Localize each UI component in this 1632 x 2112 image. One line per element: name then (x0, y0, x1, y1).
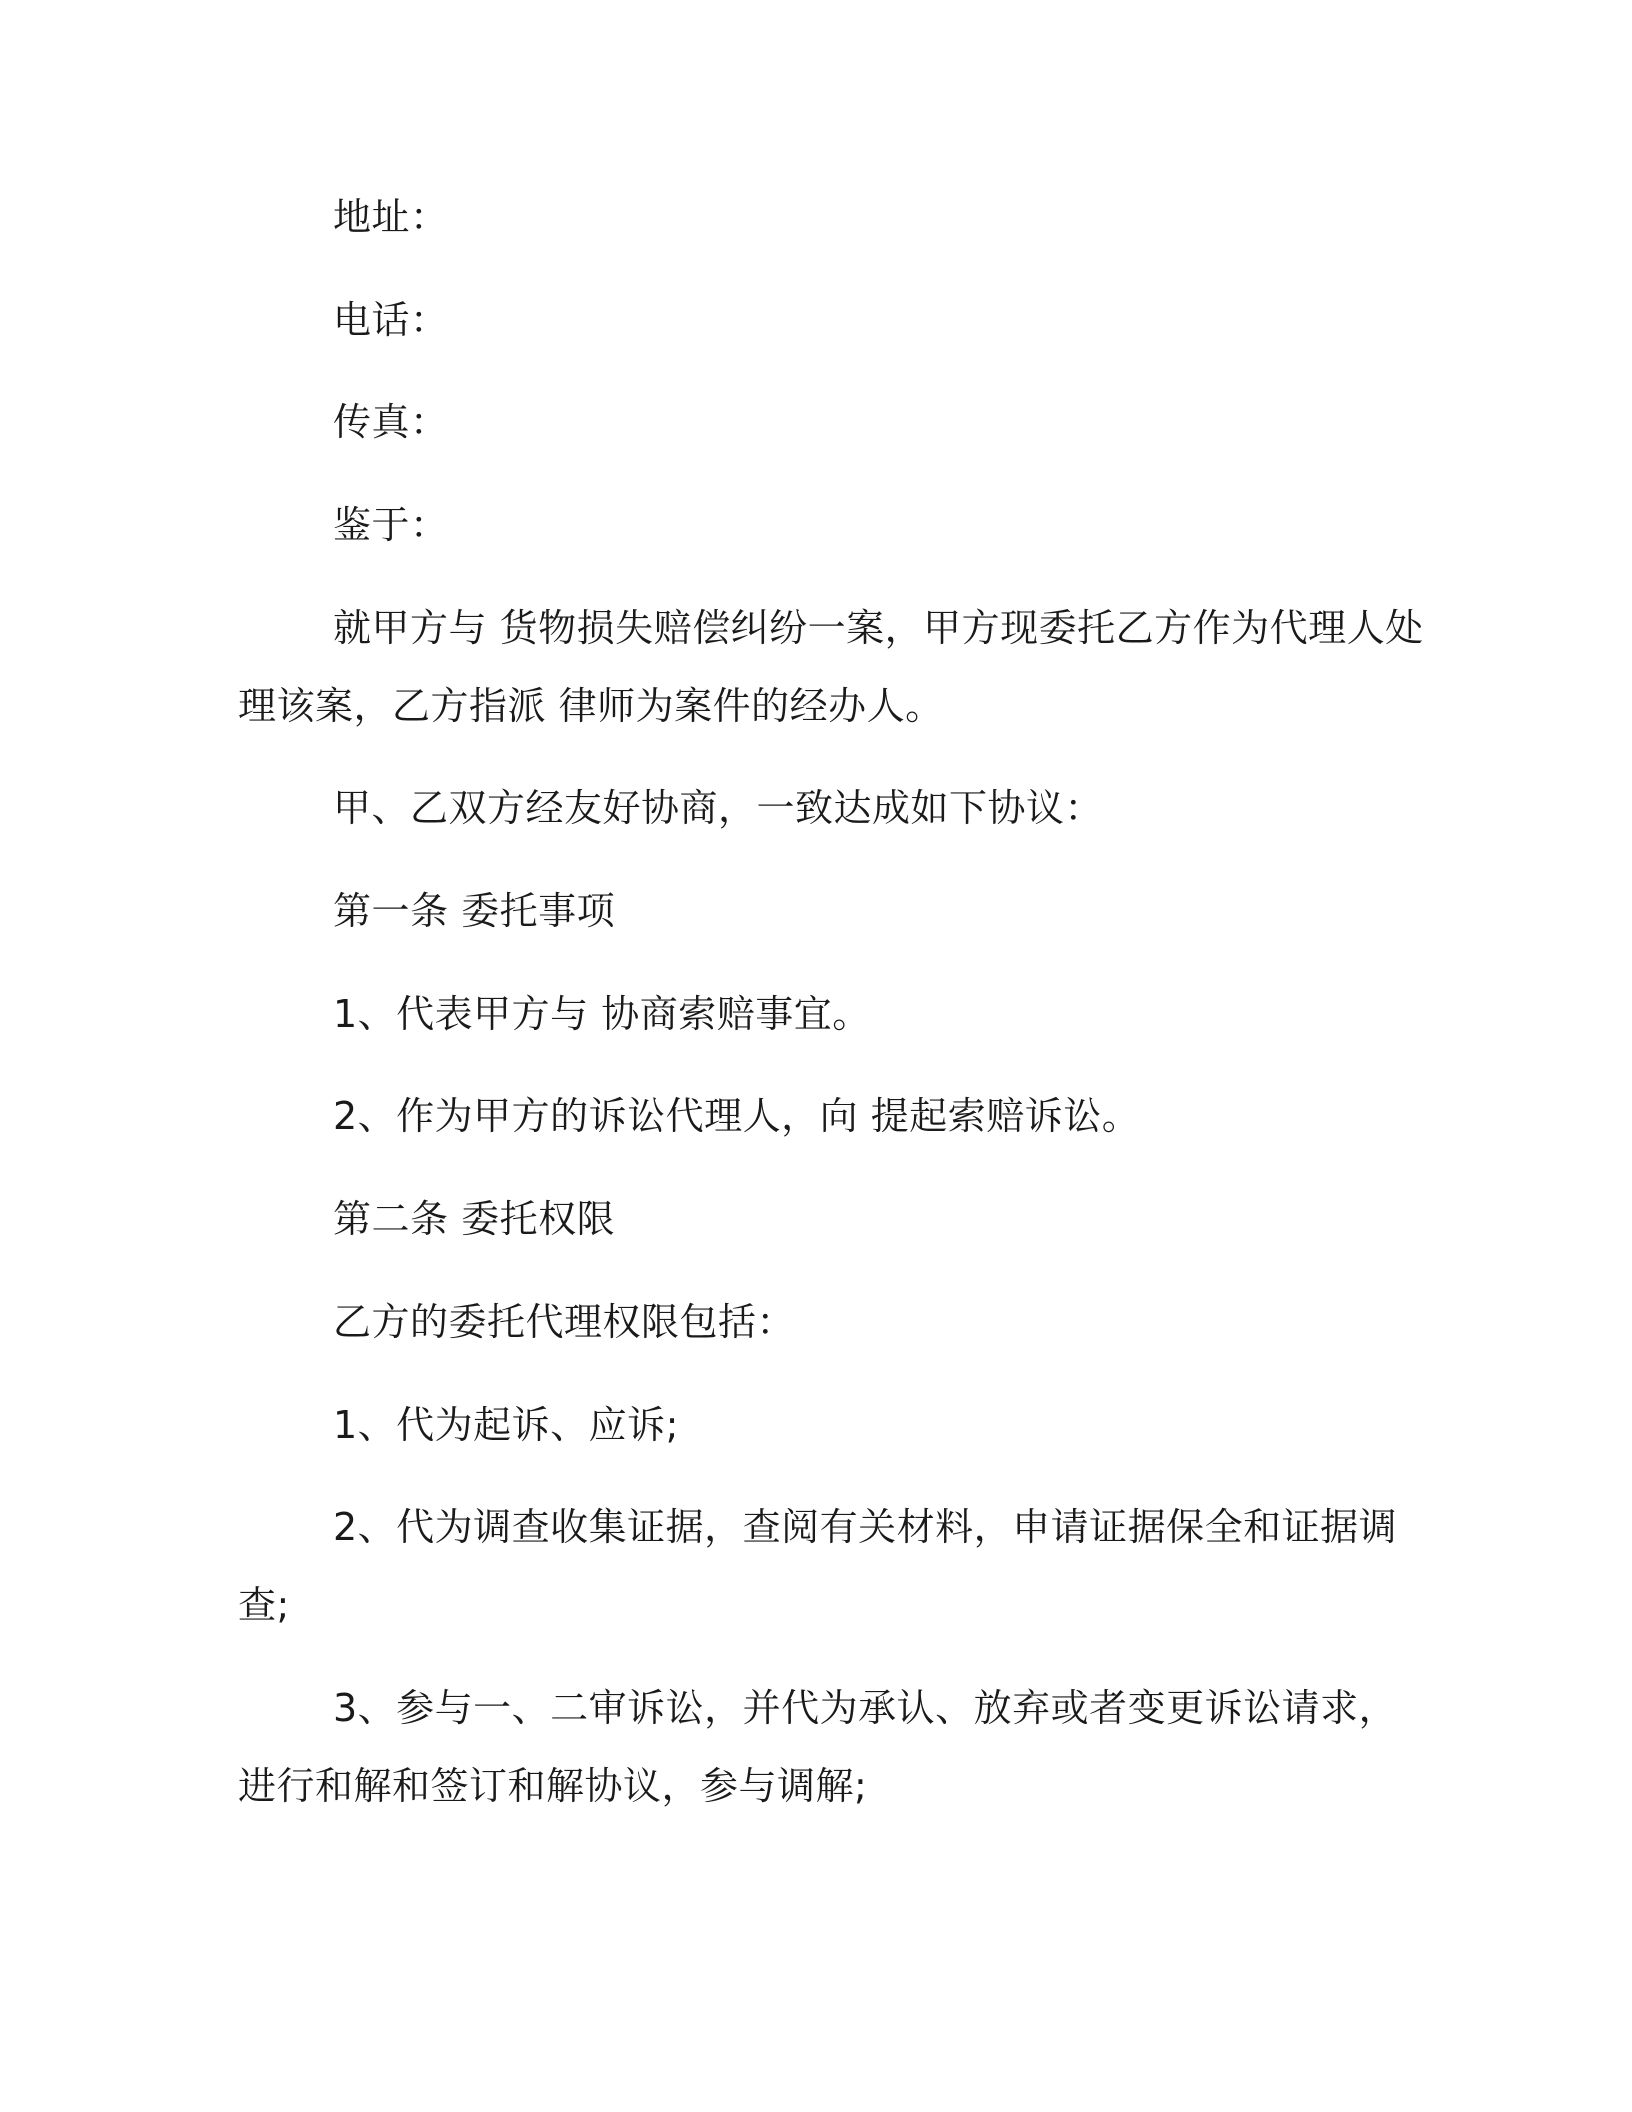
agreement-intro: 甲、乙双方经友好协商，一致达成如下协议： (333, 786, 1104, 830)
address-line: 地址： (333, 195, 449, 239)
article-2-heading: 第二条 委托权限 (333, 1197, 616, 1241)
case-paragraph-line-1: 就甲方与 货物损失赔偿纠纷一案，甲方现委托乙方作为代理人处 (333, 606, 1424, 650)
authority-intro: 乙方的委托代理权限包括： (333, 1300, 796, 1344)
authority-item-3-line-1: 3、参与一、二审诉讼，并代为承认、放弃或者变更诉讼请求， (333, 1686, 1398, 1730)
authority-item-2-line-2: 查; (238, 1583, 290, 1627)
authority-item-2-line-1: 2、代为调查收集证据，查阅有关材料，申请证据保全和证据调 (333, 1505, 1398, 1549)
authority-item-1: 1、代为起诉、应诉; (333, 1403, 679, 1447)
article-1-item-2: 2、作为甲方的诉讼代理人，向 提起索赔诉讼。 (333, 1094, 1141, 1138)
authority-item-3-line-2: 进行和解和签订和解协议，参与调解; (238, 1764, 868, 1808)
case-paragraph-line-2: 理该案，乙方指派 律师为案件的经办人。 (238, 684, 944, 728)
phone-line: 电话： (333, 298, 449, 342)
fax-line: 传真： (333, 400, 449, 444)
whereas-line: 鉴于： (333, 503, 449, 547)
article-1-item-1: 1、代表甲方与 协商索赔事宜。 (333, 992, 871, 1036)
article-1-heading: 第一条 委托事项 (333, 889, 616, 933)
